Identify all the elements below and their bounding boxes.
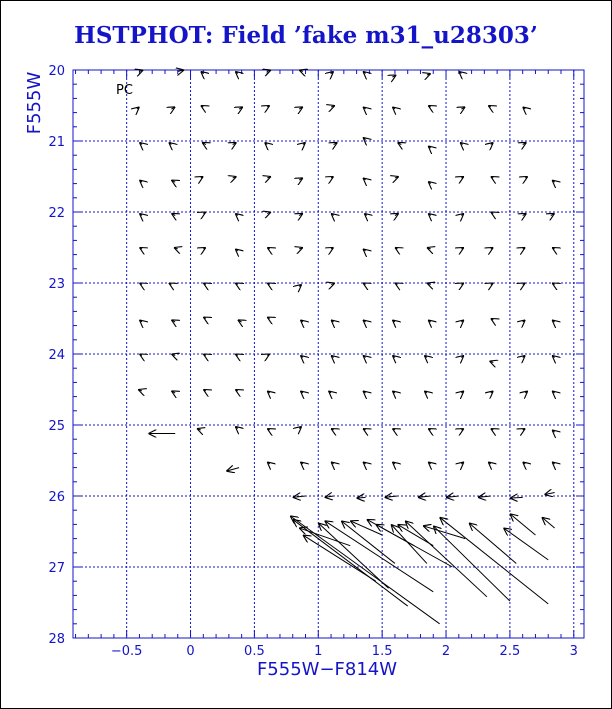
vector-arrow bbox=[239, 107, 243, 109]
vector-arrow bbox=[392, 391, 395, 393]
vector-arrow bbox=[491, 142, 494, 144]
axes bbox=[48, 64, 584, 659]
pc-annotation: PC bbox=[116, 83, 133, 98]
vector-arrow bbox=[139, 180, 142, 182]
vector-arrow bbox=[171, 320, 175, 322]
grid-lines bbox=[73, 70, 584, 638]
vector-arrow bbox=[331, 177, 334, 178]
vector-arrow bbox=[235, 390, 238, 391]
x-tick-label: 3 bbox=[569, 644, 578, 659]
vector-arrow bbox=[424, 355, 427, 357]
vector-arrow bbox=[267, 177, 271, 178]
vector-arrow bbox=[552, 320, 555, 322]
vector-arrow bbox=[461, 177, 464, 178]
vector-arrow bbox=[551, 213, 555, 215]
vector-arrow bbox=[461, 248, 464, 249]
y-axis-label: F555W bbox=[24, 71, 45, 135]
vector-arrow bbox=[392, 355, 395, 357]
vector-arrow bbox=[357, 497, 366, 498]
vector-arrow bbox=[391, 524, 427, 563]
vector-arrow bbox=[364, 213, 367, 215]
vector-arrow bbox=[491, 283, 494, 284]
vector-arrow bbox=[523, 213, 527, 215]
vector-arrow bbox=[397, 142, 401, 144]
x-tick-label: 0.5 bbox=[244, 644, 265, 659]
vector-arrow bbox=[478, 496, 491, 497]
vector-arrow bbox=[202, 142, 206, 144]
vector-arrow bbox=[491, 391, 494, 393]
vector-arrow bbox=[139, 248, 142, 249]
vector-arrow bbox=[363, 320, 366, 322]
vector-arrow bbox=[203, 212, 206, 213]
vector-arrow bbox=[428, 213, 431, 215]
vector-arrow bbox=[299, 107, 303, 109]
y-tick-label: 28 bbox=[48, 632, 65, 647]
vector-arrow bbox=[300, 391, 303, 393]
vector-arrow bbox=[392, 429, 395, 430]
vector-arrow bbox=[235, 249, 238, 251]
x-tick-label: 0 bbox=[186, 644, 195, 659]
vector-arrow bbox=[267, 106, 270, 107]
vector-arrow bbox=[461, 107, 465, 109]
x-axis-label: F555W−F814W bbox=[256, 659, 398, 680]
vector-arrow bbox=[171, 391, 175, 393]
vector-arrow bbox=[174, 248, 178, 249]
vector-arrow bbox=[201, 106, 204, 107]
x-tick-label: 2.5 bbox=[499, 644, 521, 659]
x-tick-label: 1 bbox=[314, 644, 323, 659]
vector-arrow bbox=[461, 429, 464, 430]
vector-arrow bbox=[169, 142, 172, 144]
vector-arrow bbox=[428, 181, 431, 183]
vector-arrow bbox=[392, 462, 395, 464]
vector-arrow bbox=[523, 462, 526, 464]
vector-arrow bbox=[363, 249, 366, 251]
vector-arrow bbox=[363, 178, 366, 180]
vector-arrow bbox=[267, 391, 270, 393]
vector-arrow bbox=[171, 107, 175, 109]
vector-arrow bbox=[428, 146, 431, 148]
vector-arrow bbox=[300, 355, 303, 357]
vector-arrow bbox=[469, 523, 516, 563]
vector-arrow bbox=[203, 390, 206, 391]
y-tick-label: 24 bbox=[48, 348, 65, 363]
vector-arrow bbox=[418, 496, 431, 497]
vector-arrow bbox=[363, 137, 366, 139]
vector-arrow bbox=[552, 248, 555, 249]
vector-arrow bbox=[363, 71, 366, 73]
y-tick-label: 21 bbox=[48, 135, 65, 150]
vector-arrow bbox=[303, 142, 306, 144]
chart-title: HSTPHOT: Field ’fake m31_u28303’ bbox=[74, 22, 538, 49]
vector-arrow bbox=[201, 177, 204, 178]
vector-arrow bbox=[392, 320, 395, 322]
vector-arrow bbox=[197, 429, 201, 430]
vector-arrow bbox=[137, 107, 140, 109]
vector-arrow bbox=[363, 355, 366, 357]
vector-arrow bbox=[523, 355, 526, 357]
vector-arrow bbox=[424, 391, 427, 393]
vector-arrow bbox=[299, 213, 303, 215]
vector-arrow bbox=[267, 429, 270, 430]
vector-arrow bbox=[488, 462, 491, 464]
vector-arrow bbox=[510, 497, 523, 498]
vector-arrow bbox=[461, 213, 464, 215]
vector-arrow bbox=[523, 107, 526, 109]
vector-arrow bbox=[171, 213, 175, 215]
vector-arrow bbox=[440, 517, 549, 604]
vector-arrow bbox=[552, 430, 555, 432]
vector-arrow bbox=[299, 178, 303, 180]
y-tick-label: 23 bbox=[48, 277, 65, 292]
vector-arrow bbox=[350, 521, 382, 535]
vector-arrow bbox=[363, 462, 366, 464]
vector-arrow bbox=[363, 391, 366, 393]
vector-arrow bbox=[331, 106, 335, 107]
vector-arrow bbox=[405, 521, 487, 597]
vector-arrow bbox=[267, 212, 271, 213]
vector-arrow bbox=[552, 391, 555, 393]
vector-arrow bbox=[491, 248, 494, 249]
x-tick-label: 2 bbox=[441, 644, 451, 659]
y-tick-label: 27 bbox=[48, 561, 65, 576]
vector-arrow bbox=[139, 320, 142, 322]
vector-arrow bbox=[523, 142, 527, 144]
vector-arrow bbox=[331, 248, 334, 249]
vector-arrow bbox=[542, 517, 555, 528]
vector-arrow bbox=[341, 521, 395, 564]
vector-arrow bbox=[300, 462, 303, 464]
vector-arrow bbox=[331, 320, 334, 322]
vector-arrow bbox=[331, 355, 334, 357]
vector-arrow bbox=[428, 462, 431, 464]
vector-arrow bbox=[523, 283, 526, 284]
vector-arrow bbox=[139, 142, 142, 144]
vector-arrow bbox=[395, 213, 399, 215]
vector-arrow bbox=[428, 106, 431, 107]
vector-arrow bbox=[392, 107, 395, 109]
vector-arrow bbox=[491, 429, 494, 430]
vector-arrow bbox=[491, 319, 494, 320]
vector-arrow bbox=[331, 213, 334, 215]
vector-arrow bbox=[461, 391, 464, 393]
vector-arrow bbox=[235, 213, 238, 215]
vector-arrow bbox=[446, 496, 459, 497]
vector-arrow bbox=[523, 429, 526, 430]
vector-arrow bbox=[363, 107, 366, 109]
vector-arrow bbox=[267, 248, 270, 249]
vector-arrow bbox=[552, 462, 555, 464]
vector-arrow bbox=[525, 391, 528, 393]
vector-arrow bbox=[334, 142, 338, 144]
vector-arrow bbox=[427, 74, 431, 75]
y-tick-label: 22 bbox=[48, 206, 65, 221]
vector-arrow bbox=[428, 429, 431, 430]
vector-arrow bbox=[552, 355, 555, 357]
vector-arrow bbox=[461, 355, 464, 357]
vector-arrow bbox=[395, 177, 399, 178]
vector-arrow bbox=[433, 526, 510, 601]
vector-arrow bbox=[233, 177, 237, 178]
vector-arrow bbox=[331, 429, 334, 430]
vector-arrow bbox=[331, 283, 335, 284]
vector-arrow bbox=[226, 468, 239, 472]
vector-arrow bbox=[300, 320, 303, 322]
vector-arrow bbox=[523, 248, 526, 249]
vector-arrow bbox=[331, 462, 334, 464]
vector-arrow bbox=[523, 320, 526, 322]
vector-arrow bbox=[525, 177, 528, 178]
vector-arrow bbox=[510, 514, 536, 535]
vector-arrow bbox=[299, 248, 303, 249]
vector-arrow bbox=[238, 320, 242, 322]
x-tick-label: −0.5 bbox=[110, 644, 143, 659]
y-tick-label: 26 bbox=[48, 490, 65, 505]
vector-arrow bbox=[363, 429, 366, 430]
vector-arrow bbox=[544, 492, 554, 494]
vector-arrow bbox=[491, 177, 494, 178]
y-tick-label: 20 bbox=[48, 64, 65, 79]
vector-arrow bbox=[233, 142, 237, 144]
vector-arrow bbox=[171, 180, 175, 182]
vector-arrow bbox=[267, 462, 270, 464]
vector-arrow bbox=[461, 462, 464, 464]
vector-arrow bbox=[139, 213, 142, 215]
vector-arrow bbox=[489, 361, 493, 362]
vector-arrow bbox=[427, 248, 431, 249]
vector-arrow bbox=[461, 320, 464, 322]
vector-arrow bbox=[392, 75, 396, 77]
vector-arrow bbox=[299, 284, 302, 286]
vector-arrow bbox=[460, 142, 463, 144]
vector-arrow bbox=[299, 426, 302, 428]
y-tick-label: 25 bbox=[48, 419, 65, 434]
vector-arrow bbox=[267, 317, 270, 318]
vector-arrow bbox=[491, 212, 494, 213]
vector-arrow bbox=[395, 248, 398, 249]
vector-arrow bbox=[138, 390, 142, 391]
vector-arrow bbox=[235, 426, 238, 428]
vector-arrow bbox=[428, 320, 431, 322]
vector-field bbox=[137, 70, 555, 624]
vector-arrow bbox=[203, 248, 206, 249]
vector-arrow bbox=[488, 106, 491, 107]
vector-arrow bbox=[552, 180, 555, 182]
vector-arrow bbox=[267, 354, 270, 355]
vector-arrow bbox=[265, 142, 268, 144]
x-tick-label: 1.5 bbox=[371, 644, 393, 659]
vector-arrow bbox=[203, 317, 206, 318]
vector-arrow bbox=[329, 391, 332, 393]
vector-arrow bbox=[235, 71, 238, 73]
